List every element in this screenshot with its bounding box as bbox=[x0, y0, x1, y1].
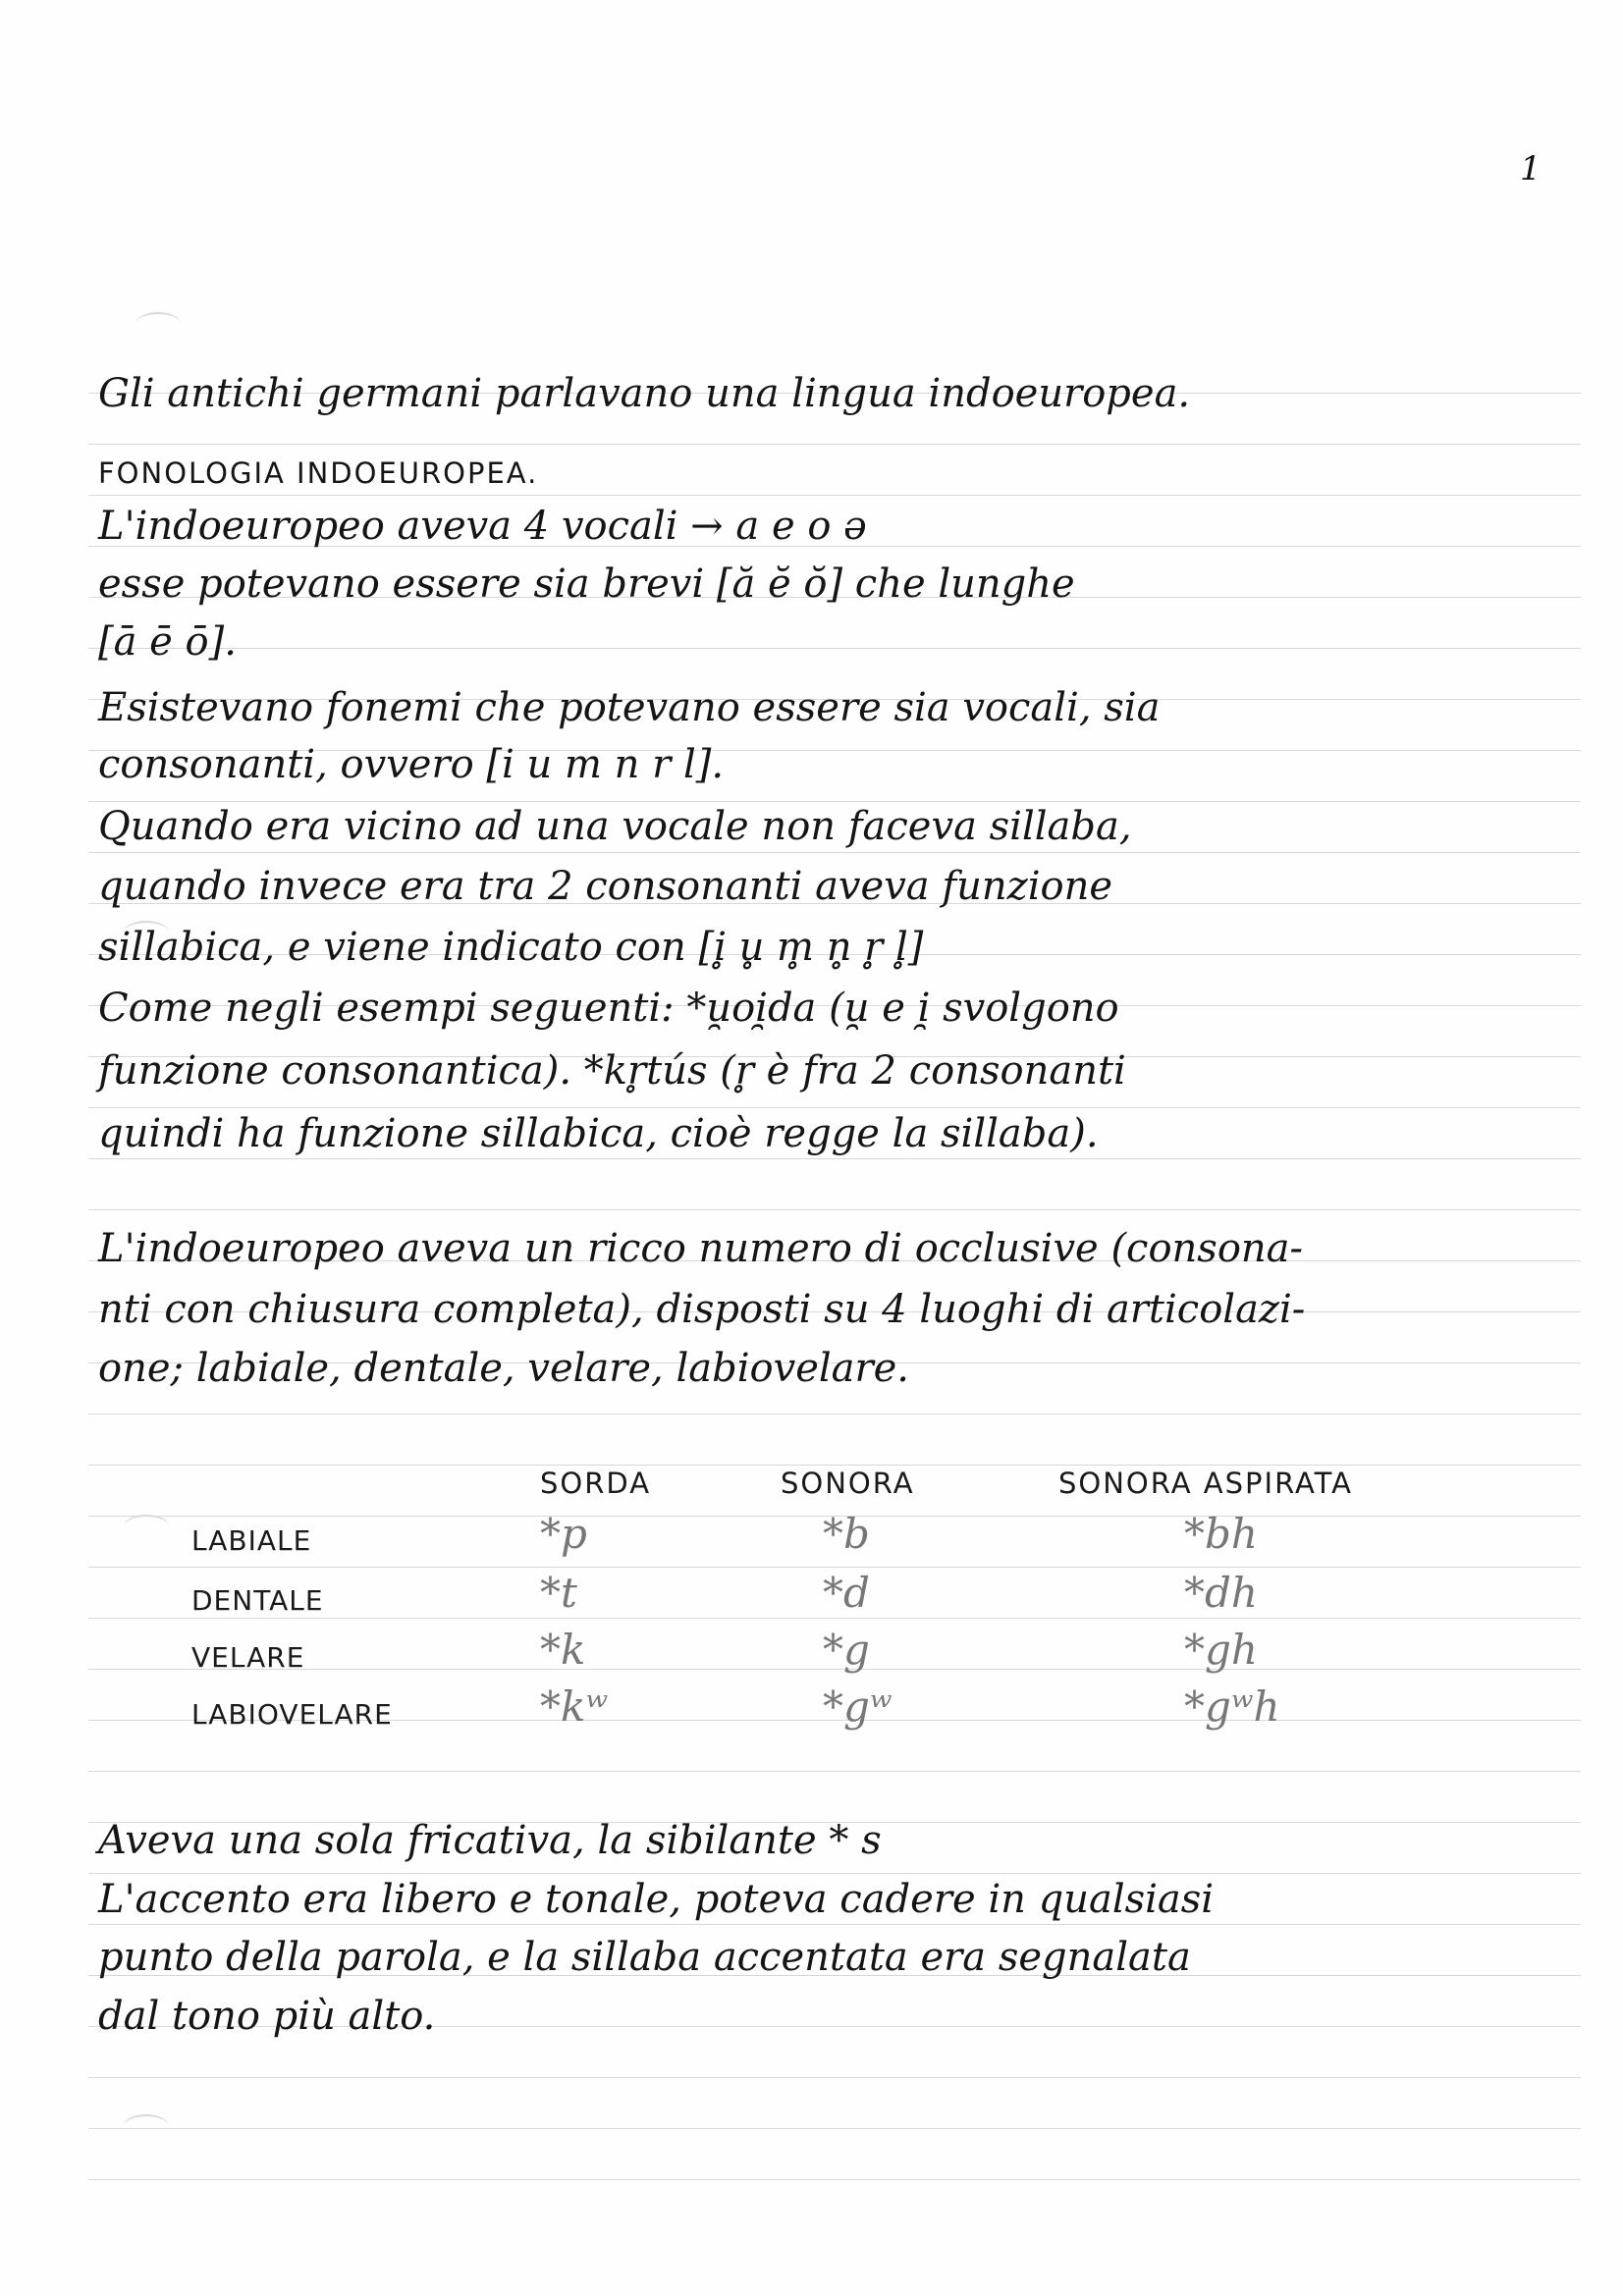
ruled-line bbox=[88, 1924, 1581, 1925]
text-line: Esistevano fonemi che potevano essere sia vocali, sia bbox=[98, 685, 1161, 730]
section-heading: FONOLOGIA INDOEUROPEA. bbox=[98, 456, 539, 490]
punch-hole bbox=[124, 1515, 169, 1538]
table-header-sorda: SORDA bbox=[540, 1467, 652, 1500]
text-line: quindi ha funzione sillabica, cioè regge la sillaba). bbox=[98, 1111, 1099, 1156]
text-line: Gli antichi germani parlavano una lingua indoeuropea. bbox=[98, 371, 1191, 416]
table-row-label: LABIALE bbox=[191, 1524, 312, 1557]
table-row-label: LABIOVELARE bbox=[191, 1698, 393, 1731]
table-cell: *gh bbox=[1184, 1626, 1258, 1674]
ruled-line bbox=[88, 2077, 1581, 2078]
ruled-line bbox=[88, 1618, 1581, 1619]
ruled-line bbox=[88, 2179, 1581, 2180]
table-cell: *gʷ bbox=[823, 1682, 893, 1731]
ruled-line bbox=[88, 2128, 1581, 2129]
text-line: consonanti, ovvero [i u m n r l]. bbox=[98, 742, 725, 787]
ruled-line bbox=[88, 1209, 1581, 1210]
punch-hole bbox=[124, 2114, 169, 2138]
text-line: sillabica, e viene indicato con [i̥ u̥ m̥ n̥ r̥ l̥] bbox=[98, 925, 924, 970]
table-cell: *kʷ bbox=[540, 1682, 609, 1731]
text-line: Aveva una sola fricativa, la sibilante * s bbox=[98, 1818, 882, 1863]
table-row-label: DENTALE bbox=[191, 1584, 324, 1617]
text-line: L'indoeuropeo aveva un ricco numero di occlusive (consona- bbox=[98, 1226, 1304, 1271]
text-line: funzione consonantica). *kr̥tús (r̥ è fra 2 consonanti bbox=[98, 1048, 1126, 1094]
ruled-line bbox=[88, 801, 1581, 802]
ruled-line bbox=[88, 852, 1581, 853]
text-line: L'accento era libero e tonale, poteva cadere in qualsiasi bbox=[98, 1877, 1215, 1922]
text-line: [ā ē ō]. bbox=[98, 619, 237, 665]
table-header-sonora-aspirata: SONORA ASPIRATA bbox=[1058, 1467, 1353, 1500]
text-line: one; labiale, dentale, velare, labiovelare. bbox=[98, 1346, 910, 1391]
table-header-sonora: SONORA bbox=[781, 1467, 915, 1500]
text-line: quando invece era tra 2 consonanti aveva funzione bbox=[98, 864, 1113, 909]
table-cell: *p bbox=[540, 1510, 587, 1558]
text-line: dal tono più alto. bbox=[98, 1994, 436, 2039]
table-cell: *t bbox=[540, 1569, 577, 1617]
text-line: esse potevano essere sia brevi [ă ĕ ŏ] che lunghe bbox=[98, 561, 1075, 607]
text-line: Quando era vicino ad una vocale non faceva sillaba, bbox=[98, 804, 1132, 849]
ruled-line bbox=[88, 1873, 1581, 1874]
table-cell: *b bbox=[823, 1510, 870, 1558]
table-cell: *g bbox=[823, 1626, 870, 1674]
text-line: Come negli esempi seguenti: *u̯oi̯da (u̯ e i̯ svolgono bbox=[98, 986, 1119, 1031]
ruled-line bbox=[88, 1567, 1581, 1568]
page-number: 1 bbox=[1520, 149, 1542, 188]
text-line: nti con chiusura completa), disposti su 4 luoghi di articolazi- bbox=[98, 1287, 1306, 1332]
ruled-line bbox=[88, 1465, 1581, 1466]
ruled-line bbox=[88, 1771, 1581, 1772]
table-cell: *bh bbox=[1184, 1510, 1258, 1558]
ruled-line bbox=[88, 1107, 1581, 1108]
table-row-label: VELARE bbox=[191, 1641, 305, 1674]
ruled-line bbox=[88, 1158, 1581, 1159]
table-cell: *k bbox=[540, 1626, 586, 1674]
text-line: punto della parola, e la sillaba accentata era segnalata bbox=[98, 1935, 1191, 1980]
text-line: L'indoeuropeo aveva 4 vocali → a e o ə bbox=[98, 504, 867, 549]
table-cell: *dh bbox=[1184, 1569, 1258, 1617]
ruled-line bbox=[88, 1414, 1581, 1415]
table-cell: *d bbox=[823, 1569, 870, 1617]
punch-hole bbox=[135, 312, 181, 336]
table-cell: *gʷh bbox=[1184, 1682, 1280, 1731]
ruled-line bbox=[88, 444, 1581, 445]
